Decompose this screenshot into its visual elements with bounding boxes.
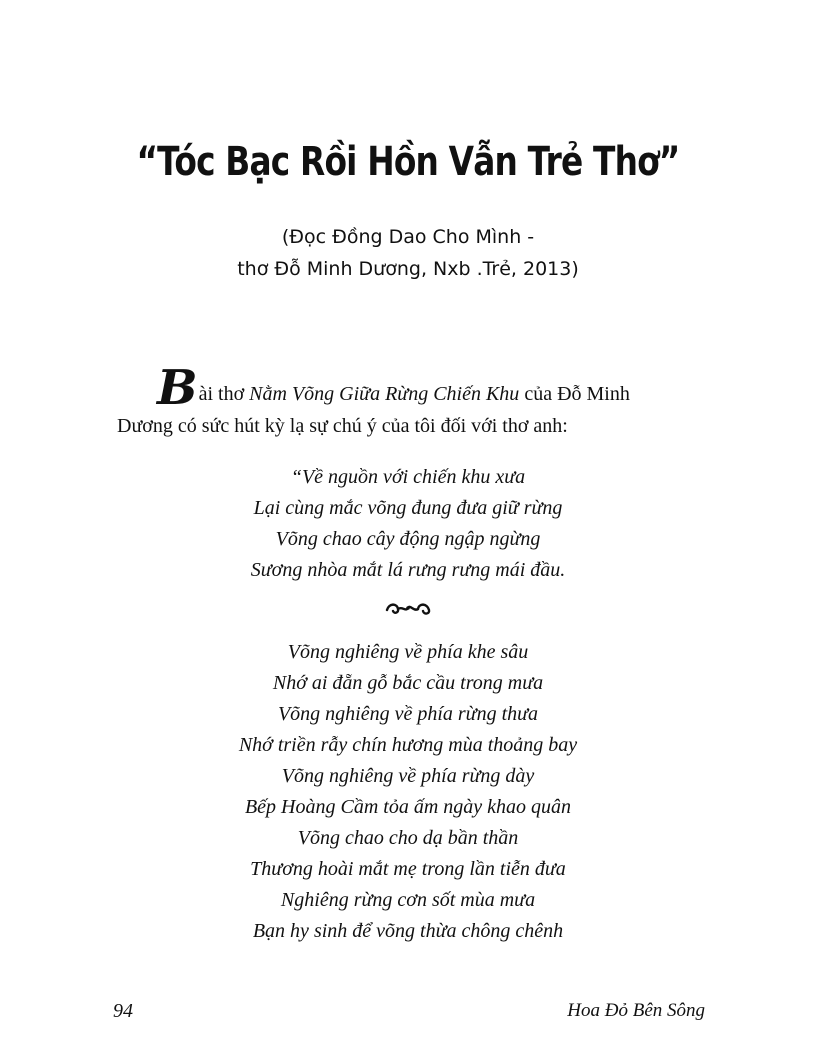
verse-line: Sương nhòa mắt lá rưng rưng mái đầu. — [250, 559, 566, 581]
verse-line: Võng chao cây động ngập ngừng — [275, 528, 541, 550]
verse-line: Võng nghiêng về phía rừng thưa — [277, 703, 539, 725]
drop-cap: B — [157, 360, 198, 416]
verse-line: Võng chao cho dạ bần thần — [297, 827, 519, 849]
subtitle-line-1: (Đọc Đồng Dao Cho Mình - — [281, 226, 535, 248]
running-title: Hoa Đỏ Bên Sông — [567, 1000, 705, 1021]
verse-line: Lại cùng mắc võng đung đưa giữ rừng — [253, 497, 563, 519]
intro-line-2: Dương có sức hút kỳ lạ sự chú ý của tôi đối với thơ anh: — [117, 415, 568, 437]
verse-line: Nhớ triền rẫy chín hương mùa thoảng bay — [238, 734, 578, 756]
poem-stanza-1 — [0, 462, 816, 586]
verse-line: Võng nghiêng về phía khe sâu — [287, 641, 529, 663]
verse-line: Nhớ ai đẵn gỗ bắc cầu trong mưa — [272, 672, 544, 694]
scroll-ornament-icon — [383, 598, 433, 618]
subtitle-line-2: thơ Đỗ Minh Dương, Nxb .Trẻ, 2013) — [237, 258, 579, 280]
verse-line: Bếp Hoàng Cầm tỏa ấm ngày khao quân — [244, 796, 572, 818]
verse-line: “Về nguồn với chiến khu xưa — [290, 466, 526, 488]
verse-line: Bạn hy sinh để võng thừa chông chênh — [252, 920, 564, 942]
intro-text-before: ài thơ — [198, 383, 250, 405]
intro-text-after: của Đỗ Minh — [519, 383, 630, 405]
chapter-title: “Tóc Bạc Rồi Hồn Vẫn Trẻ Thơ” — [136, 139, 680, 185]
intro-paragraph — [117, 360, 717, 442]
intro-line-1 — [117, 360, 717, 416]
poem-stanza-2 — [0, 637, 816, 947]
verse-line: Võng nghiêng về phía rừng dày — [281, 765, 535, 787]
verse-line: Thương hoài mắt mẹ trong lần tiễn đưa — [250, 858, 566, 880]
poem-title: Nằm Võng Giữa Rừng Chiến Khu — [249, 383, 520, 405]
page-number: 94 — [113, 1000, 133, 1022]
verse-line: Nghiêng rừng cơn sốt mùa mưa — [280, 889, 536, 911]
